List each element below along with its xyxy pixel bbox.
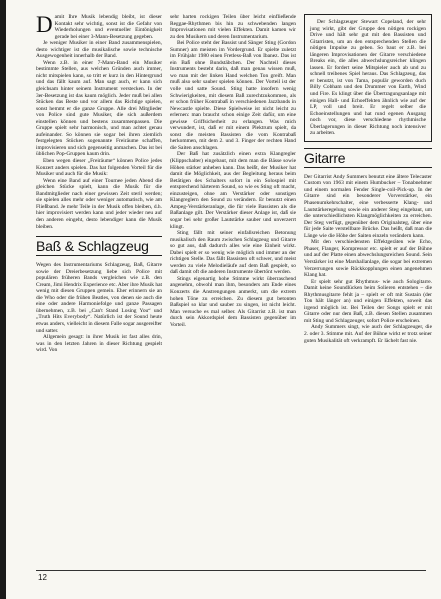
paragraph: Der Baß hat zusätzlich einen extra Klangregler (Klippschalter) eingebaut, mit dem man die Bässe sowie Höhen stärker anheben kann. Das heißt, der Musiker hat damit die Möglichkeit, aus der Begleitung heraus beim Betätigen des Schalters sofort in ein Solospiel mit entsprechend härterem Sound, so wie es Sting oft macht, einzusteigen, ohne am Verstärker oder sonstigen Klangreglern den Sound zu verändern. Er benutzt einen Ampeg-Verstärkeranlage, die für viele Bassisten als die Baßanlage gilt. Der Verstärker dieser Anlage ist, daß sie sogar bei sehr großer Lautstärke sauber und unverzerrt klingt. — [170, 151, 296, 230]
intro-paragraph — [36, 14, 162, 40]
paragraph: Er spielt sehr gut Rhythmus- wie auch Sologitarre. Damit keine Soundlücken beim Solieren entstehen – die Rhythmusgitarre fehlt ja – spielt er oft mit Sustain (der Ton hält länger an) und einigen Effekten, soweit das irgend möglich ist. Bei Teilen der Songs spielt er mit Gitarre oder nur dem Baß, z.B. diesen Stellen zusammen mit Sting und Schlagzeuger, sofort Police erscheinen. — [304, 278, 432, 324]
paragraph: Bei Police steht der Bassist und Sänger Sting (Gordon Sumner) am meisten im Vordergrund. Er spielte zuletzt im Frühjahr 1980 einen Fretless-Baß von Ibanez. Das ist ein Baß ohne Bundstäbchen. Der Nachteil dieses Instruments besteht darin, daß man genau wissen muß, wo man mit der linken Hand welchen Ton greift. Man muß also sehr sauber spielen können. Der Vorteil ist der volle und satte Sound. Sting hatte insofern wenig Schwierigkeiten, mit diesem Baß zurechtzukommen, als er schon früher Kontrabaß in verschiedenen Jazzbands in Newcastle spielte. Diese Spielweise ist nicht leicht zu erlernen: man braucht schon einige Zeit dafür, um eine gewisse Griffsicherheit zu erlangen. Was mich verwundert, ist, daß er mit einem Plektrum spielt, da sonst die meisten Bassisten die vom Kontrabaß herkommen, mit dem 2. und 3. Finger der rechten Hand die Saiten anschlagen. — [170, 40, 296, 151]
page-number: 12 — [38, 573, 47, 582]
bottom-rule — [36, 570, 426, 571]
text-column-1 — [36, 14, 162, 354]
paragraph: Wenn z.B. in einer 7-Mann-Band ein Musiker bestimmte Stellen, aus welchen Gründen auch immer, nicht mitspielen kann, so tritt er kurz in den Hintergrund und das fällt kaum auf. Man sagt auch, er kann sich gleichsam hinter seinem Instrument verstecken. In der 3er-Besetzung ist das kaum möglich. Jeder muß bei allen Stücken das Beste und vor allem das Richtige spielen, sonst hemmt er die ganze Gruppe. Alle drei Mitglieder von Police sind gute Musiker, die sich außerdem einstellen können und bestens zusammenpassen. Die Gruppe spielt sehr harmonisch, und man achtet genau aufeinander. So können sie sogar bei ihren ziemlich festgelegten Stücken sogenannte Freiräume schaffen, improvisieren und sich gegenseitig anmachen. Das ist bei üblichen Pop-Gruppen kaum drin. — [36, 59, 162, 158]
drop-cap: D — [36, 12, 53, 37]
paragraph: Andy Summers singt, wie auch der Schlagzeuger, die 2. oder 3. Stimme mit. Auf der Bühne wirkt er trotz seiner guten Musikalität oft verkrampft. Er lächelt fast nie. — [304, 324, 432, 344]
paragraph: Wenn eine Band auf einer Tournee jeden Abend die gleichen Stücke spielt, kann die Musik für die Bandmitglieder nach einer gewissen Zeit steril werden; sie spielen alles mehr oder weniger automatisch, wie am Fließband. Je mehr Teile in der Musik offen bleiben, d.h. hier improvisiert werden kann und jeder wieder neu auf den anderen eingeht, desto lebendiger kann die Musik bleiben. — [36, 177, 162, 230]
text-column-3 — [304, 14, 432, 344]
paragraph: Allgemein gesagt: in ihrer Musik ist fast alles drin, was in den letzten Jahren in dieser Richtung gespielt wird. Von — [36, 334, 162, 354]
paragraph: Mit den verschiedensten Effektgeräten wie Echo, Phaser, Flanger, Kompressor etc. spielt er auf der Bühne und auf der Platte einen abwechslungsreichen Sound. Sein Verstärker ist eine Marshallanlage, die sogar bei extremen Verzerrungen sowie Rückkopplungen einen angenehmen Klang hat. — [304, 239, 432, 279]
paragraph: Der Gitarrist Andy Summers benutzt eine ältere Telecaster Custom von 1963 mit einem Humbucker – Tonabnehmer und einem normalen Fender Single-coil-Pick-up. In der Gitarre sind ein besonderer Vorverstärker, ein Phasenumkehrschalter, eine verbesserte Klang- und Lautstärkeregelung sowie ein anderer Steg eingebaut, um die unterschiedlichsten Klangmöglichkeiten zu erreichen. Der Steg verfügt, gegenüber dem Originalsteg, über eine für jede Saite verstellbare Brücke. Das heißt, daß man die Länge wie die Höhe der Saiten einzeln verändern kann. — [304, 173, 432, 239]
paragraph: Je weniger Musiker in einer Band zusammenspielen, desto wichtiger ist die musikalische sowie technische Ausgewogenheit innerhalb der Band. — [36, 40, 162, 60]
paragraph: Wegen des Instrumentariums Schlagzeug, Baß, Gitarre sowie der Dreierbesetzung liebe sich Police mit populären früheren Bands vergleichen wie z.B. den Cream, Jimi Hendrix Experience etc. Aber ihre Musik hat wenig mit diesen Gruppen gemein. Eher erinnern sie an die Who oder die frühen Beatles, von denen sie auch die eine oder andere Harmoniefolge und ganze Passagen übernehmen, z.B. bei „Can't Stand Losing You“ und „Truth Hits Everybody“. Natürlich ist der Sound heute etwas anders, vielleicht in diesem Falle sogar ausgereifter und satter. — [36, 262, 162, 334]
section-heading-bass-drums: Baß & Schlagzeug — [36, 236, 162, 256]
paragraph: Sting fällt mit seiner einfallsreichen Betonung musikalisch den Raum zwischen Schlagzeug und Gitarre so gut aus, daß dadurch alles wie eine Einheit wirkt. Dabei spielt er so wenig wie möglich und immer an der richtigen Stelle. Das fällt Bassisten oft schwer, und meist werden zu viele Melodieläufe auf dem Baß gespielt, so daß damit oft die anderen Instrumente übertönt werden. — [170, 230, 296, 276]
section-heading-guitar: Gitarre — [304, 148, 432, 168]
drummer-box — [304, 14, 432, 142]
text-column-2 — [170, 14, 296, 328]
paragraph: sehr harten rockigen Teilen über leicht einfließende Reggae-Rhythmen bis hin zu schwebenden langen Improvisationen mit vielen Effekten. Damit kamen wir zu den Musikern und deren Instrumentarium. — [170, 14, 296, 40]
intro-text: amit Ihre Musik lebendig bleibt, ist dieser Kontakt sehr wichtig, sonst ist die Gefahr von Wiederholungen und eventueller Eintönigkeit gerade bei einer 3-Mann-Besetzung gegeben. — [54, 14, 162, 40]
paragraph: Der Schlagzeuger Stewart Copeland, der sehr jung wirkt, gibt der Gruppe den nötigen rockigen Drive und hält sehr gut mit den Bassisten und Gitarristen, um an den entsprechenden Stellen die nötigen Impulse zu geben. So baut er z.B. bei längeren Improvisationen der Gitarre verschiedene Breaks ein, die alles abwechslungsreicher klingen lassen. Er fordert seine Mitspieler auch ab und zu schnell treibenes Spiel heraus. Das Schlagzeug, das er benutzt, ist von Tama, populär geworden duch Billy Cobham und den Drummer von Earth, Wind und Fire. Es klingt über die Übertragungsanlage mit einigen Hall- und Echoeffekten ähnlich wie auf der LP, voll und breit. Er regelt selber die Echoeinstellungen und hat rund egenen Ausgang noch vor, diese verschiedene rhythmische Überlagerungen in dieser Richtung noch intensiver zu arbeiten. — [310, 19, 426, 137]
paragraph: Eben wegen dieser „Freiräume“ können Police jedes Konzert anders spielen. Das hat folgenden Vorteil für die Musiker und auch für die Musik: — [36, 158, 162, 178]
paragraph: Stings eigenartig hohe Stimme wirkt überraschend angenehm, obwohl man ihm, besonders am Ende eines Konzerts die Anstrengungen anmerkt, um die extrem hohen Töne zu erreichen. Zu diesem gut betonten Baßspiel so klar und sauber zu singen, ist nicht leicht. Man versuche es mal selber. Als Gitarrist z.B. ist man durch sein Akkordspiel dem Bassisten gegenüber im Vorteil. — [170, 275, 296, 328]
